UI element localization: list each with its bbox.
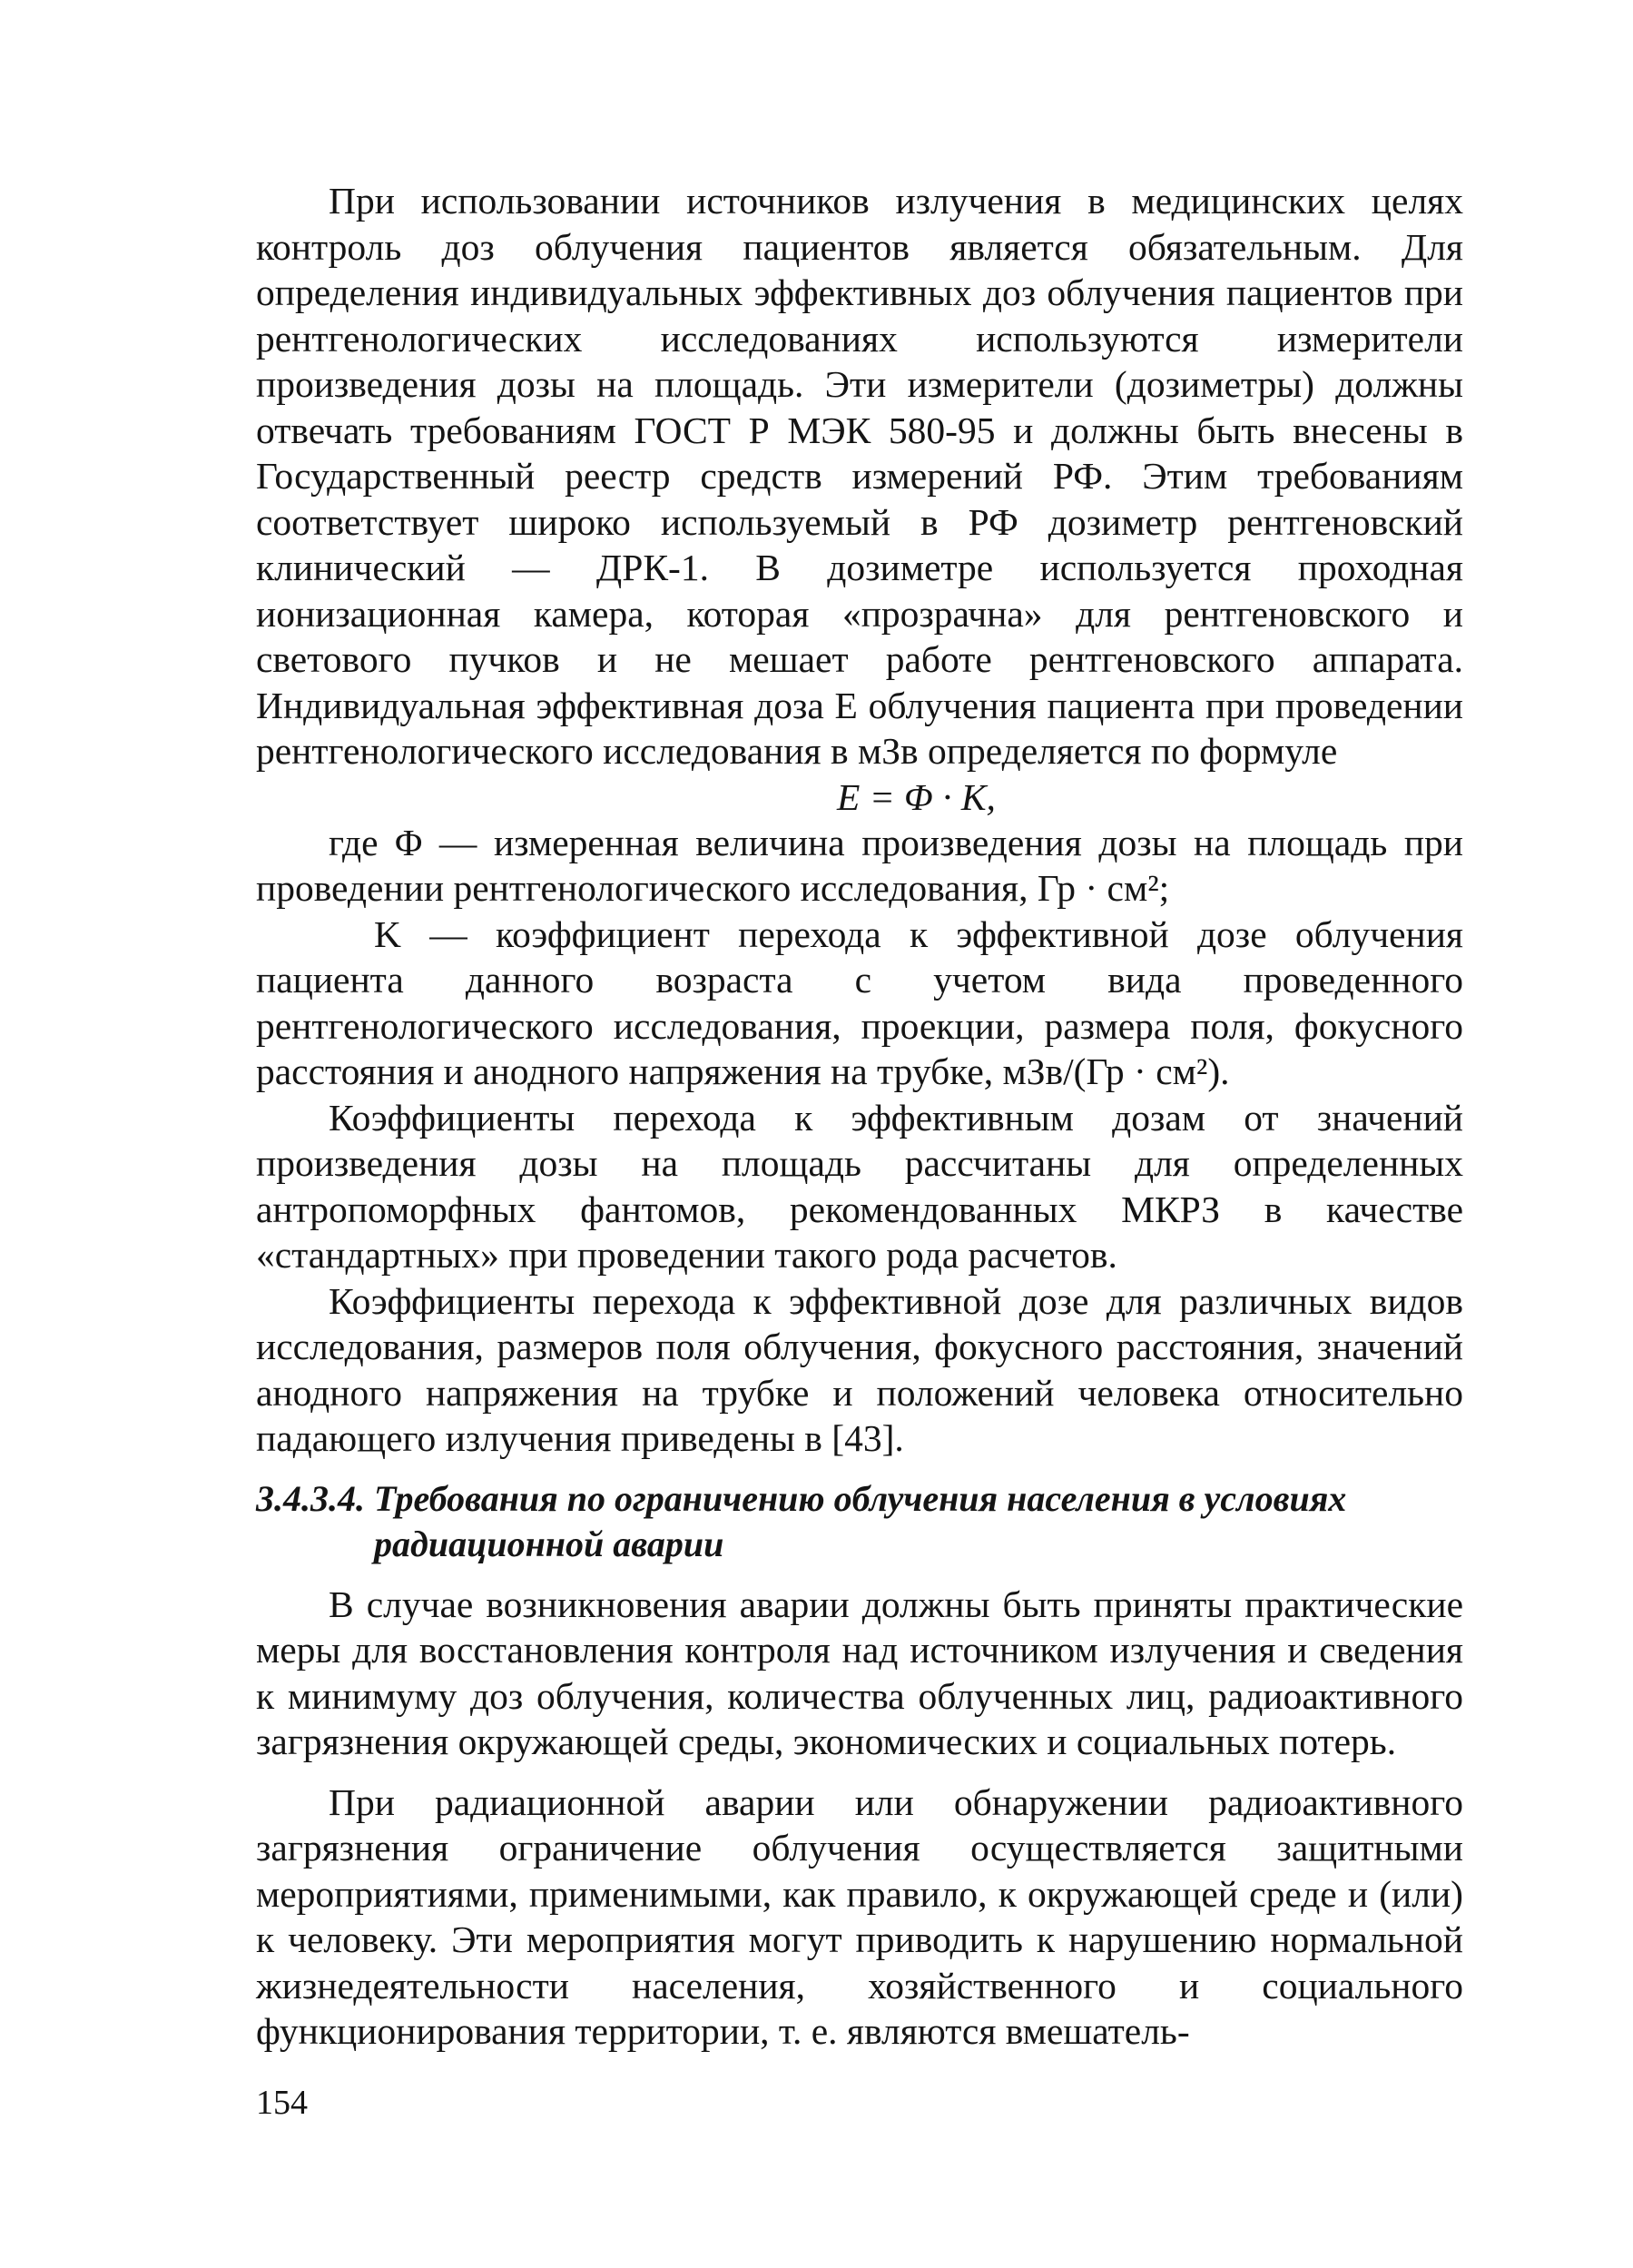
paragraph-dose-control: При использовании источников излучения в медицинских целях контроль доз облучения пациентов является обязательным. Для определения индивидуальных эффективных доз облучения пациентов при рентгенологических исследованиях используются измерители произведения дозы на площадь. Эти измерители (дозиметры) должны отвечать требованиям ГОСТ Р МЭК 580-95 и должны быть внесены в Государственный реестр средств измерений РФ. Этим требованиям соответствует широко используемый в РФ дозиметр рентгеновский клинический — ДРК-1. В дозиметре используется проходная ионизационная камера, которая «прозрачна» для рентгеновского и светового пучков и не мешает работе рентгеновского аппарата. Индивидуальная эффективная доза E облучения пациента при проведении рентгенологического исследования в мЗв определяется по формуле [256, 180, 1463, 772]
spacer [256, 1567, 1463, 1582]
paragraph-coefficients-phantoms: Коэффициенты перехода к эффективным дозам от значений произведения дозы на площадь рассчитаны для определенных антропоморфных фантомов, рекомендованных МКРЗ в качестве «стандартных» при проведении такого рода расчетов. [256, 1096, 1463, 1276]
paragraph-coefficients-reference: Коэффициенты перехода к эффективной дозе для различных видов исследования, размеров поля облучения, фокусного расстояния, значений анодного напряжения на трубке и положений человека относительно падающего излучения приведены в [43]. [256, 1279, 1463, 1459]
spacer [256, 1765, 1463, 1780]
paragraph-accident-restriction: При радиационной аварии или обнаружении радиоактивного загрязнения ограничение облучения осуществляется защитными мероприятиями, применимыми, как правило, к окружающей среде и (или) к человеку. Эти мероприятия могут приводить к нарушению нормальной жизнедеятельности населения, хозяйственного и социального функционирования территории, т. е. являются вмешатель- [256, 1780, 1463, 2052]
section-title: Требования по ограничению облучения населения в условиях радиационной аварии [374, 1477, 1347, 1564]
paragraph-accident-measures: В случае возникновения аварии должны быть приняты практические меры для восстановления контроля над источником излучения и сведения к минимуму доз облучения, количества облученных лиц, радиоактивного загрязнения окружающей среды, экономических и социальных потерь. [256, 1583, 1463, 1762]
page-number: 154 [256, 2084, 308, 2122]
section-heading [256, 1476, 1463, 1567]
definition-phi: где Φ — измеренная величина произведения дозы на площадь при проведении рентгенологического исследования, Гр · см²; [256, 821, 1463, 909]
spacer [256, 1462, 1463, 1476]
page-body [256, 178, 1463, 2055]
formula-effective-dose: E = Φ · K, [837, 775, 996, 818]
definition-k: K — коэффициент перехода к эффективной дозе облучения пациента данного возраста с учетом вида проведенного рентгенологического исследования, проекции, размера поля, фокусного расстояния и анодного напряжения на трубке, мЗв/(Гр · см²). [256, 912, 1463, 1092]
section-number: 3.4.3.4. [256, 1477, 365, 1519]
